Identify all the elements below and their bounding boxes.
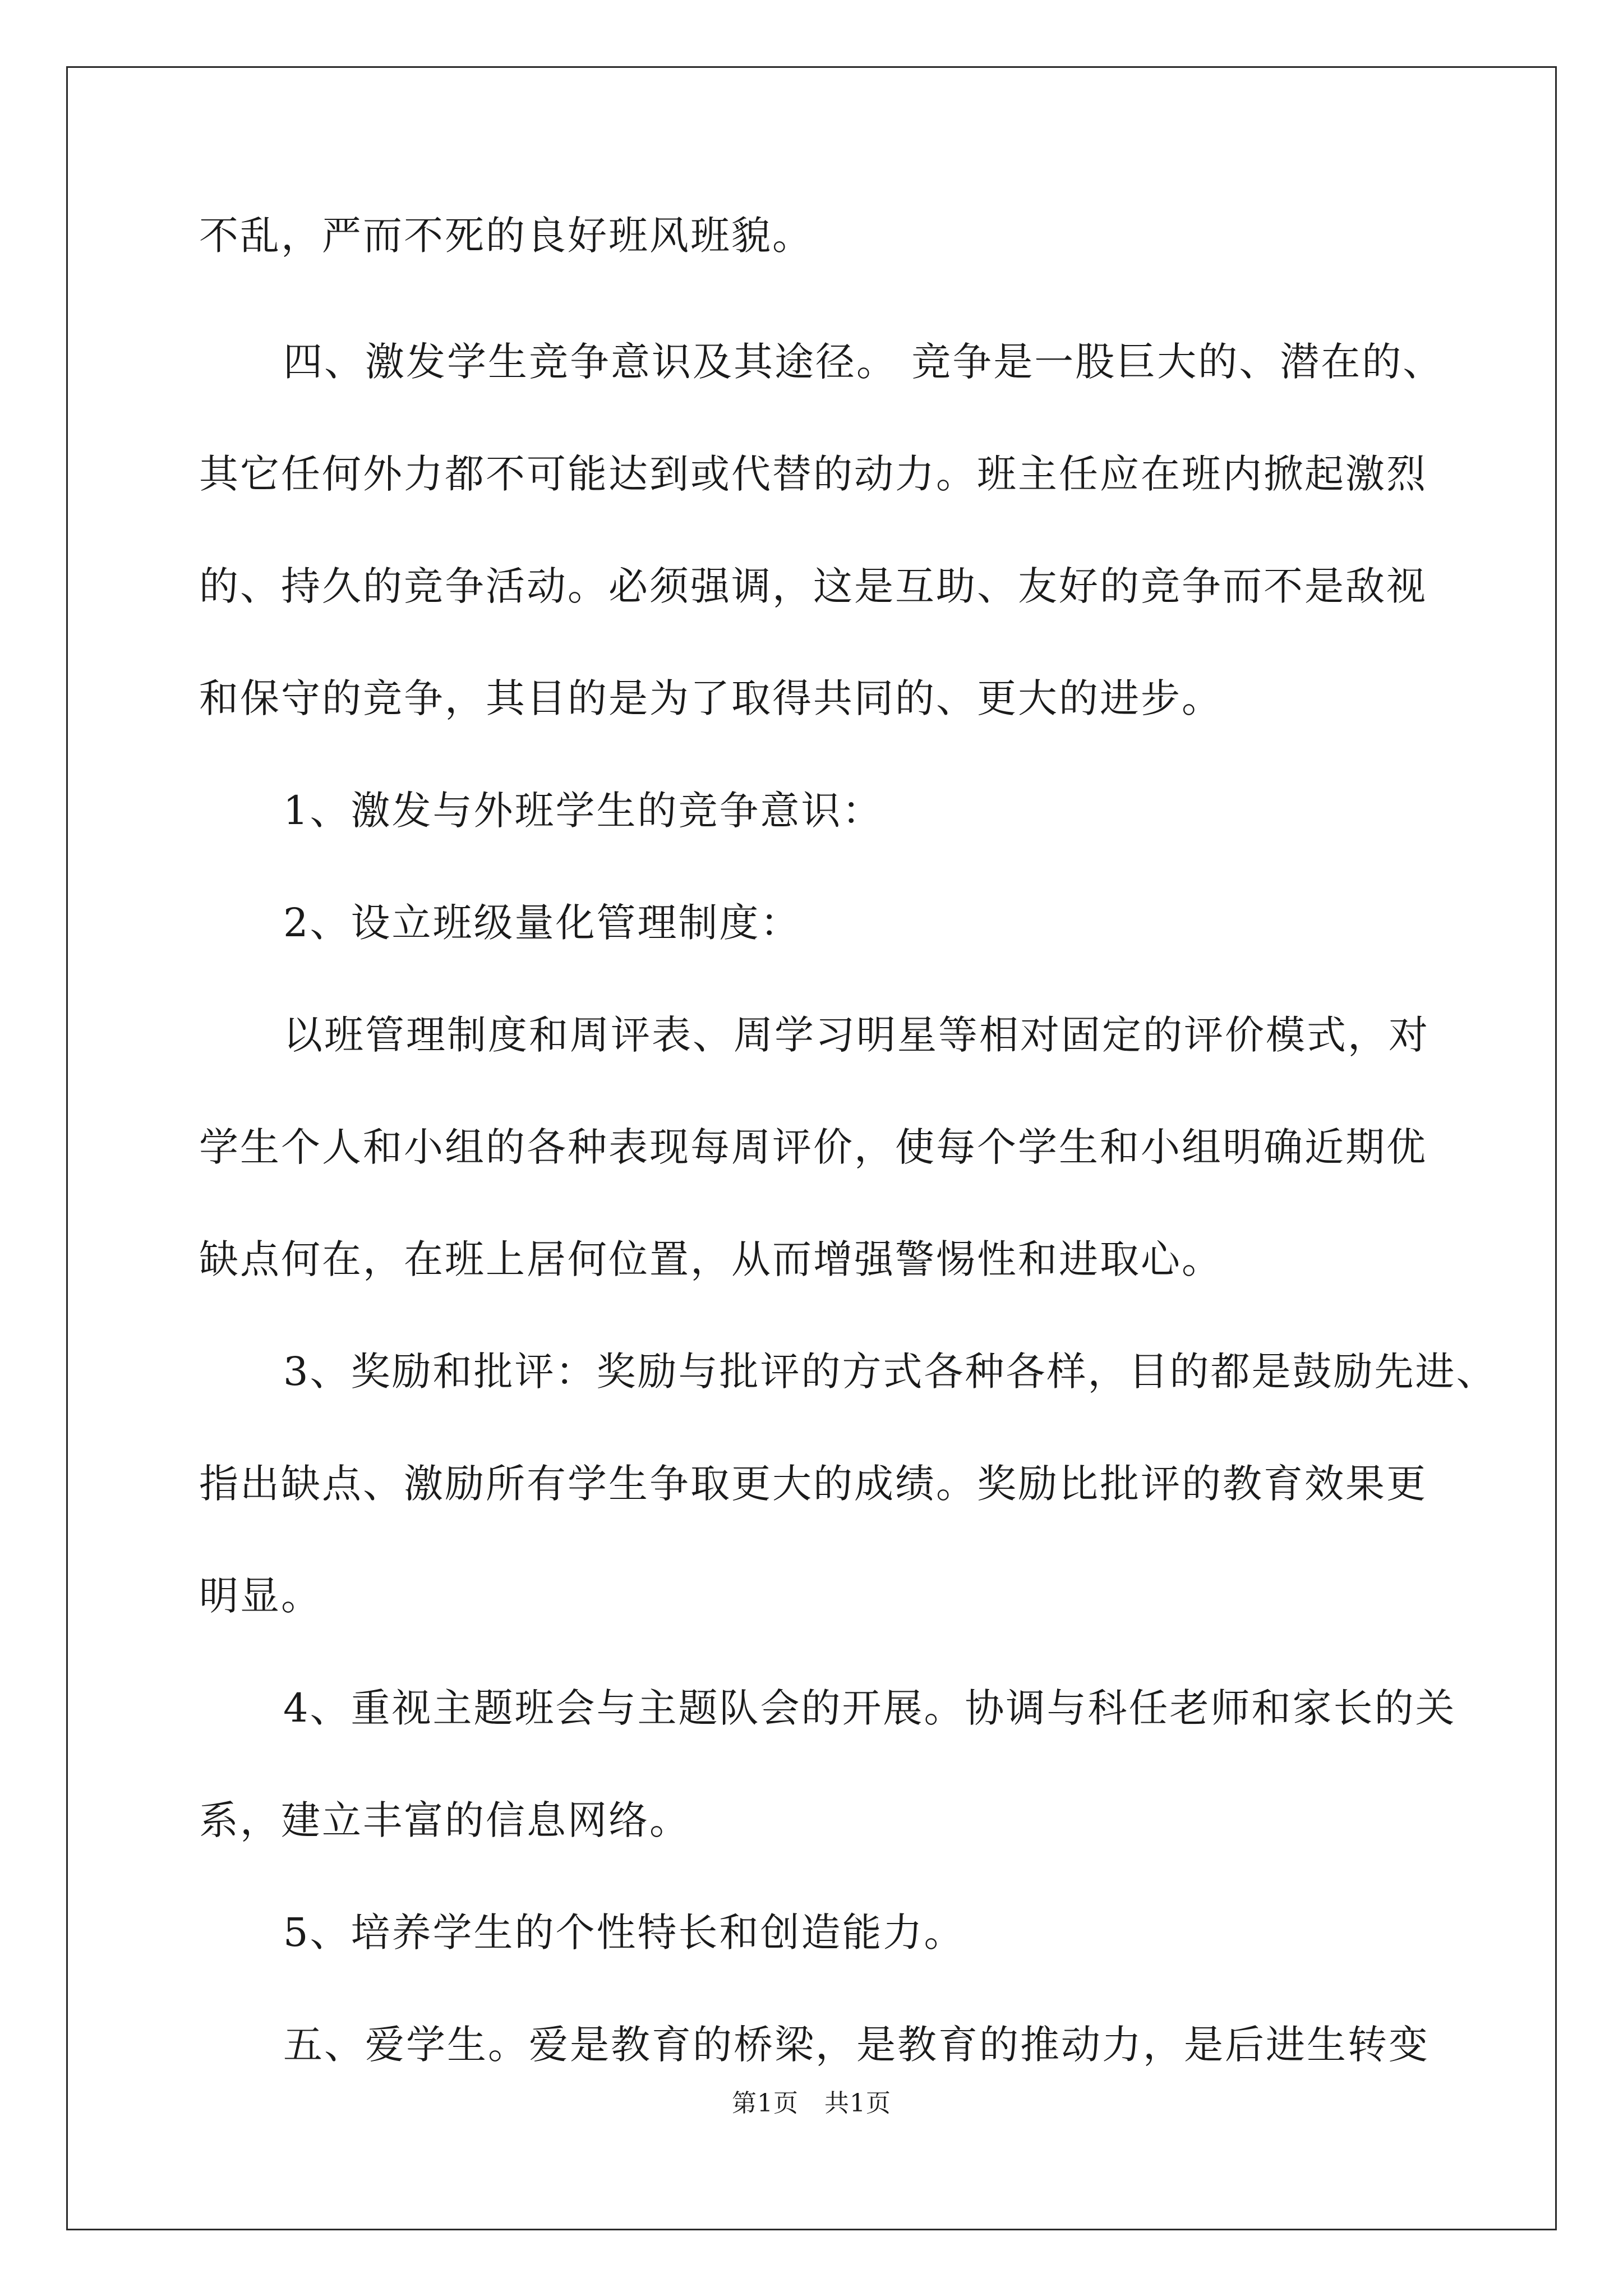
text-line: 的、持久的竞争活动。必须强调，这是互助、友好的竞争而不是敌视 <box>199 563 1427 609</box>
page-footer <box>0 2087 1623 2120</box>
text-line: 四、激发学生竞争意识及其途径。 竞争是一股巨大的、潜在的、 <box>283 339 1444 385</box>
text-line: 其它任何外力都不可能达到或代替的动力。班主任应在班内掀起激烈 <box>199 451 1427 497</box>
text-line: 不乱，严而不死的良好班风班貌。 <box>199 213 813 259</box>
text-line: 明显。 <box>199 1573 322 1619</box>
text-line: 缺点何在，在班上居何位置，从而增强警惕性和进取心。 <box>199 1236 1223 1282</box>
text-line: 1、激发与外班学生的竞争意识： <box>283 788 883 834</box>
page-total: 共1页 <box>824 2089 891 2118</box>
text-line: 以班管理制度和周评表、周学习明星等相对固定的评价模式，对 <box>283 1012 1430 1058</box>
text-line: 和保守的竞争，其目的是为了取得共同的、更大的进步。 <box>199 675 1223 721</box>
text-line: 五、爱学生。爱是教育的桥梁，是教育的推动力，是后进生转变 <box>283 2022 1430 2068</box>
text-line: 4、重视主题班会与主题队会的开展。协调与科任老师和家长的关 <box>283 1685 1456 1731</box>
page-number: 第1页 <box>732 2089 799 2118</box>
text-line: 指出缺点、激励所有学生争取更大的成绩。奖励比批评的教育效果更 <box>199 1461 1427 1507</box>
text-line: 学生个人和小组的各种表现每周评价，使每个学生和小组明确近期优 <box>199 1124 1427 1170</box>
text-line: 系，建立丰富的信息网络。 <box>199 1797 690 1843</box>
text-line: 3、奖励和批评：奖励与批评的方式各种各样，目的都是鼓励先进、 <box>283 1349 1497 1395</box>
text-line: 2、设立班级量化管理制度： <box>283 900 801 946</box>
text-line: 5、培养学生的个性特长和创造能力。 <box>283 1910 965 1955</box>
